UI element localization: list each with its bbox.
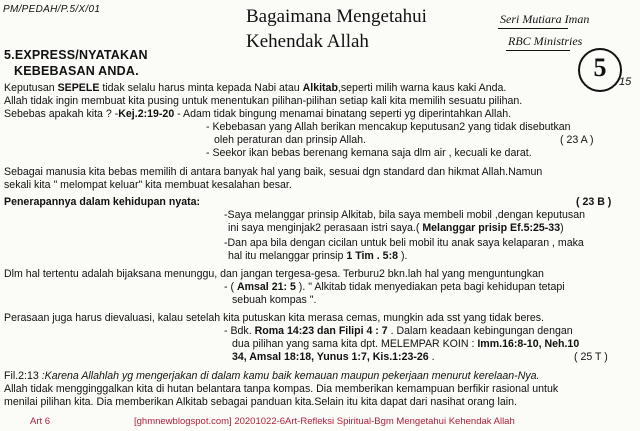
p3-line-1: Dlm hal tertentu adalah bijaksana menunggu, dan jangan tergesa-gesa. Terburu2 bkn.lah hal yang menguntungkan: [4, 268, 544, 280]
title-line-1: Bagaimana Mengetahui: [246, 6, 427, 27]
page-number: 5: [593, 53, 607, 82]
p4-line-4: 34, Amsal 18:18, Yunus 1:7, Kis.1:23-26 .: [232, 351, 435, 363]
application-reference: ( 23 B ): [576, 196, 612, 208]
closing-line-2: Allah tidak mengginggalkan kita di hutan belantara tanpa kompas. Dia memberikan kemampuan berfikir rasional untuk: [4, 383, 559, 395]
p4-line-1: Perasaan juga harus dievaluasi, kalau setelah kita putuskan kita merasa cemas, mungkin ada sst yang tidak beres.: [4, 312, 544, 324]
margin-note: /15: [616, 76, 632, 88]
p1-line-1: Keputusan SEPELE tidak selalu harus minta kepada Nabi atau Alkitab,seperti milih warna kaus kaki Anda.: [4, 82, 507, 94]
application-line-2: ini saya menginjak2 perasaan istri saya.( Melanggar prisip Ef.5:25-33): [228, 222, 564, 234]
closing-line-3: menilai pilihan kita. Dia memberikan Alkitab sebagai panduan kita.Selain itu kita dapat dari nasihat orang lain.: [4, 396, 517, 408]
p1-reference: ( 23 A ): [560, 134, 594, 146]
application-line-4: hal itu melanggar prinsip 1 Tim . 5:8 ).: [228, 250, 408, 262]
series-name: Seri Mutiara Iman: [500, 12, 590, 26]
application-line-3: -Dan apa bila dengan cicilan untuk beli mobil itu anak saya kelaparan , maka: [224, 237, 584, 249]
series-underline: [498, 28, 568, 29]
p4-line-3: dua pilihan yang sama kita dpt. MELEMPAR KOIN : Imm.16:8-10, Neh.10: [232, 338, 580, 350]
title-line-2: Kehendak Allah: [246, 31, 369, 52]
p2-line-1: Sebagai manusia kita bebas memilih di antara banyak hal yang baik, sesuai dgn standard dan hikmat Allah.Namun: [4, 166, 543, 178]
p2-line-2: sekali kita " melompat keluar" kita membuat kesalahan besar.: [4, 179, 292, 191]
section-subheading: KEBEBASAN ANDA.: [14, 64, 139, 78]
p1-line-5: oleh peraturan dan prinsip Allah.: [214, 134, 366, 146]
application-heading: Penerapannya dalam kehidupan nyata:: [4, 196, 201, 208]
p4-line-2: - Bdk. Roma 14:23 dan Filipi 4 : 7 . Dalam keadaan kebingungan dengan: [224, 325, 573, 337]
p4-reference: ( 25 T ): [574, 351, 608, 363]
section-heading: 5.EXPRESS/NYATAKAN: [4, 48, 148, 62]
p1-line-2: Allah tidak ingin membuat kita pusing untuk menentukan pilihan-pilihan setiap kali kita memilih sesuatu pilihan.: [4, 95, 523, 107]
p1-line-3: Sebebas apakah kita ? -Kej.2:19-20 - Adam tidak bingung menamai binatang seperti yg diperintahkan Allah.: [4, 108, 512, 120]
p3-line-3: sebuah kompas ".: [232, 294, 317, 306]
closing-line-1: Fil.2:13 :Karena Allahlah yg mengerjakan di dalam kamu baik kemauan maupun pekerjaan menurut kerelaan-Nya.: [4, 370, 540, 382]
p1-line-4: - Kebebasan yang Allah berikan mencakup keputusan2 yang tidak disebutkan: [206, 121, 571, 133]
application-line-1: -Saya melanggar prinsip Alkitab, bila saya membeli mobil ,dengan keputusan: [224, 209, 585, 221]
publisher-name: RBC Ministries: [508, 34, 583, 48]
p1-line-6: - Seekor ikan bebas berenang kemana saja dlm air , kecuali ke darat.: [206, 147, 532, 159]
footer-label: Art 6: [30, 416, 51, 427]
footer-source: [ghmnewblogspot.com] 20201022-6Art-Refleksi Spiritual-Bgm Mengetahui Kehendak Allah: [134, 416, 515, 427]
document-reference: PM/PEDAH/P.5/X/01: [3, 4, 101, 15]
p3-line-2: - ( Amsal 21: 5 ). " Alkitab tidak menyediakan peta bagi kehidupan tetapi: [224, 281, 565, 293]
publisher-underline: [506, 50, 570, 51]
